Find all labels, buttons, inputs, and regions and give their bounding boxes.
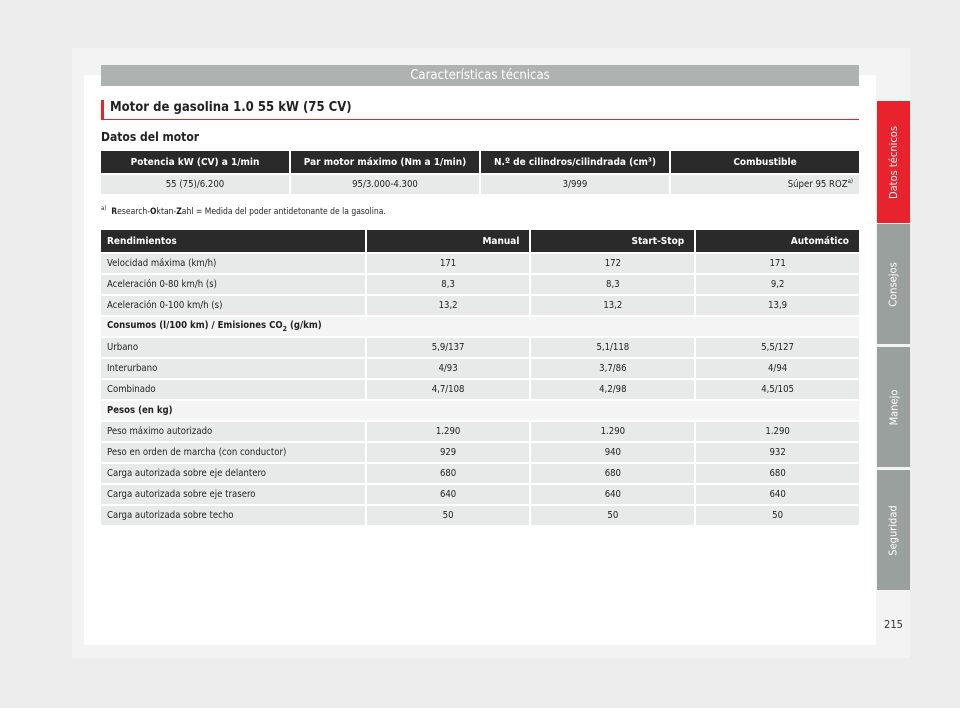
consumption-section-row [101,317,859,336]
row-label: Peso máximo autorizado [101,422,365,441]
row-value: 5,1/118 [531,338,694,357]
row-value: 940 [531,443,694,462]
row-value: 640 [531,485,694,504]
table-row [101,506,859,525]
row-value: 640 [367,485,530,504]
perf-table-header-row [101,230,859,252]
row-value: 171 [696,254,859,273]
row-value: 680 [696,464,859,483]
engine-fuel-value [671,175,859,194]
footnote-r-rest: esearch- [117,206,151,217]
row-value: 1.290 [696,422,859,441]
row-value: 929 [367,443,530,462]
side-tab-3[interactable] [877,470,910,590]
perf-header-manual: Manual [367,230,530,252]
table-row [101,443,859,462]
row-value: 13,2 [531,296,694,315]
table-row [101,359,859,378]
footnote-mark: a) [101,205,107,212]
consumption-heading [101,317,859,336]
row-value: 932 [696,443,859,462]
side-tab-label: Datos técnicos [887,125,900,199]
perf-header-automatic: Automático [696,230,859,252]
performance-table [99,228,861,527]
engine-table-header-row [101,151,859,173]
page-number: 215 [884,618,903,631]
row-value: 172 [531,254,694,273]
row-label: Carga autorizada sobre eje delantero [101,464,365,483]
side-tab-1[interactable] [877,224,910,344]
footnote-r: R [111,206,118,217]
row-label: Aceleración 0-80 km/h (s) [101,275,365,294]
row-value: 8,3 [367,275,530,294]
row-label: Aceleración 0-100 km/h (s) [101,296,365,315]
row-label: Urbano [101,338,365,357]
row-label: Combinado [101,380,365,399]
table-row [101,422,859,441]
side-tab-2[interactable] [877,347,910,467]
side-tab-label: Seguridad [887,504,901,556]
row-value: 4,7/108 [367,380,530,399]
co2-subscript: 2 [282,324,288,333]
engine-data-table [99,149,861,196]
engine-header-torque: Par motor máximo (Nm a 1/min) [291,151,479,173]
engine-torque-value: 95/3.000-4.300 [291,175,479,194]
table-row [101,275,859,294]
consumption-heading-tail: (g/km) [287,320,322,332]
row-label: Carga autorizada sobre techo [101,506,365,525]
section-title: Motor de gasolina 1.0 55 kW (75 CV) [101,100,859,120]
row-value: 4,5/105 [696,380,859,399]
row-value: 50 [367,506,530,525]
row-value: 171 [367,254,530,273]
row-value: 680 [531,464,694,483]
row-value: 4/93 [367,359,530,378]
header-bar: Características técnicas [101,65,859,86]
footnote-z: Z [176,206,182,217]
table-row [101,380,859,399]
engine-header-cylinders: N.º de cilindros/cilindrada (cm³) [481,151,669,173]
row-label: Interurbano [101,359,365,378]
row-value: 1.290 [531,422,694,441]
row-value: 1.290 [367,422,530,441]
row-value: 5,5/127 [696,338,859,357]
table-row [101,338,859,357]
table-row [101,254,859,273]
row-value: 13,9 [696,296,859,315]
row-value: 4/94 [696,359,859,378]
consumption-heading-text: Consumos (l/100 km) / Emisiones CO [107,320,283,332]
row-value: 4,2/98 [531,380,694,399]
engine-power-value: 55 (75)/6.200 [101,175,289,194]
row-label: Carga autorizada sobre eje trasero [101,485,365,504]
row-label: Velocidad máxima (km/h) [101,254,365,273]
row-value: 640 [696,485,859,504]
footnote-z-rest: ahl = Medida del poder antidetonante de la gasolina. [181,206,386,217]
row-value: 9,2 [696,275,859,294]
engine-cylinders-value: 3/999 [481,175,669,194]
fuel-footnote-mark: a) [847,178,853,186]
row-value: 8,3 [531,275,694,294]
weights-section-row [101,401,859,420]
weights-heading: Pesos (en kg) [101,401,859,420]
table-row [101,485,859,504]
engine-data-heading: Datos del motor [101,130,200,144]
footnote-o: O [150,206,157,217]
row-value: 5,9/137 [367,338,530,357]
fuel-text: Súper 95 ROZ [787,179,848,191]
table-row [101,175,859,194]
perf-header-start-stop: Start-Stop [531,230,694,252]
footnote [101,205,386,217]
table-row [101,296,859,315]
row-value: 13,2 [367,296,530,315]
engine-header-power: Potencia kW (CV) a 1/min [101,151,289,173]
table-row [101,464,859,483]
perf-header-performance: Rendimientos [101,230,365,252]
row-value: 50 [696,506,859,525]
row-value: 3,7/86 [531,359,694,378]
row-label: Peso en orden de marcha (con conductor) [101,443,365,462]
side-tab-label: Consejos [887,261,901,307]
row-value: 50 [531,506,694,525]
engine-header-fuel: Combustible [671,151,859,173]
side-tab-label: Manejo [887,389,900,425]
row-value: 680 [367,464,530,483]
side-tab-0[interactable] [877,101,910,223]
footnote-o-rest: ktan- [156,206,177,217]
